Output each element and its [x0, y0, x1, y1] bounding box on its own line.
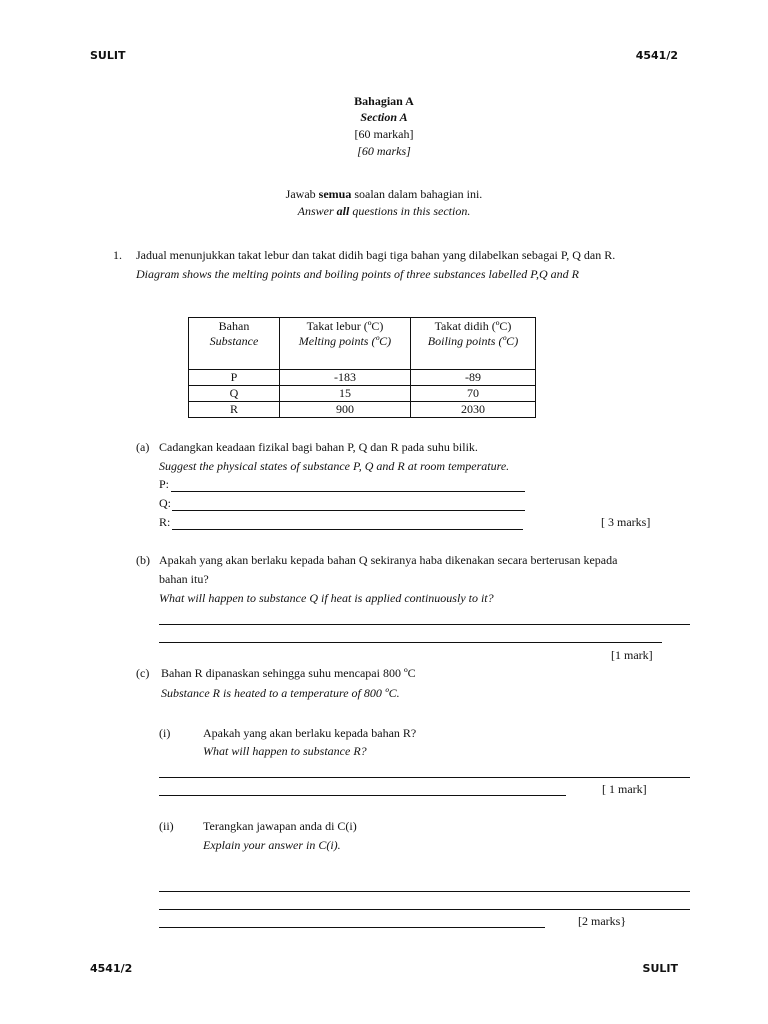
question-text-ms: Jadual menunjukkan takat lebur dan takat didih bagi tiga bahan yang dilabelkan sebagai P, Q dan R. [136, 248, 616, 262]
table-cell: 900 [280, 402, 411, 418]
answer-line-r[interactable] [172, 529, 523, 530]
footer-right: SULIT [642, 962, 678, 975]
table-cell: 2030 [411, 402, 536, 418]
answer-line[interactable] [159, 642, 662, 643]
part-c-ii-marks: [2 marks} [578, 914, 627, 928]
part-c-ii-text-en: Explain your answer in C(i). [203, 838, 341, 852]
instruction-en: Answer all questions in this section. [297, 204, 471, 218]
footer-left: 4541/2 [90, 962, 133, 975]
answer-line-p[interactable] [171, 491, 525, 492]
question-number: 1. [113, 248, 122, 262]
table-row [189, 370, 536, 386]
part-a-text-ms: Cadangkan keadaan fizikal bagi bahan P, Q dan R pada suhu bilik. [159, 440, 478, 454]
section-title-en: Section A [360, 110, 408, 124]
header-left: SULIT [90, 49, 126, 62]
part-c-text-ms: Bahan R dipanaskan sehingga suhu mencapai 800 ºC [161, 666, 416, 680]
table-cell: -183 [280, 370, 411, 386]
table-header-cell: Takat lebur (ºC) Melting points (ºC) [280, 318, 411, 370]
part-c-i-marks: [ 1 mark] [602, 782, 647, 796]
table-header-cell: Takat didih (ºC) Boiling points (ºC) [411, 318, 536, 370]
part-a-text-en: Suggest the physical states of substance P, Q and R at room temperature. [159, 459, 510, 473]
answer-line[interactable] [159, 909, 690, 910]
answer-label-p: P: [159, 477, 170, 491]
part-b-text-en: What will happen to substance Q if heat is applied continuously to it? [159, 591, 494, 605]
answer-line-q[interactable] [172, 510, 525, 511]
table-header-cell: Bahan Substance [189, 318, 280, 370]
answer-line[interactable] [159, 777, 690, 778]
substance-table [188, 317, 536, 418]
header-right: 4541/2 [635, 49, 678, 62]
part-c-ii-text-ms: Terangkan jawapan anda di C(i) [203, 819, 357, 833]
table-header-row [189, 318, 536, 370]
section-title-ms: Bahagian A [354, 94, 414, 108]
section-marks-ms: [60 markah] [354, 127, 414, 141]
part-c-ii-label: (ii) [159, 819, 174, 833]
part-c-i-text-en: What will happen to substance R? [203, 744, 367, 758]
part-a-marks: [ 3 marks] [601, 515, 651, 529]
part-b-text-ms-2: bahan itu? [159, 572, 209, 586]
table-row [189, 386, 536, 402]
answer-label-q: Q: [159, 496, 171, 510]
section-marks-en: [60 marks] [357, 144, 411, 158]
table-cell: -89 [411, 370, 536, 386]
part-c-text-en: Substance R is heated to a temperature of 800 ºC. [161, 686, 400, 700]
question-text-en: Diagram shows the melting points and boiling points of three substances labelled P,Q and R [136, 267, 579, 281]
instruction-ms: Jawab semua soalan dalam bahagian ini. [285, 187, 483, 201]
part-b-label: (b) [136, 553, 150, 567]
part-c-i-text-ms: Apakah yang akan berlaku kepada bahan R? [203, 726, 417, 740]
answer-line[interactable] [159, 624, 690, 625]
part-b-text-ms-1: Apakah yang akan berlaku kepada bahan Q sekiranya haba dikenakan secara berterusan kepada [159, 553, 618, 567]
table-row [189, 402, 536, 418]
part-c-i-label: (i) [159, 726, 171, 740]
table-cell: 15 [280, 386, 411, 402]
answer-line[interactable] [159, 891, 690, 892]
table-cell: 70 [411, 386, 536, 402]
table-cell: P [189, 370, 280, 386]
answer-line[interactable] [159, 927, 545, 928]
answer-label-r: R: [159, 515, 171, 529]
table-cell: R [189, 402, 280, 418]
part-c-label: (c) [136, 666, 150, 680]
table-cell: Q [189, 386, 280, 402]
answer-line[interactable] [159, 795, 566, 796]
part-b-marks: [1 mark] [611, 648, 653, 662]
part-a-label: (a) [136, 440, 150, 454]
